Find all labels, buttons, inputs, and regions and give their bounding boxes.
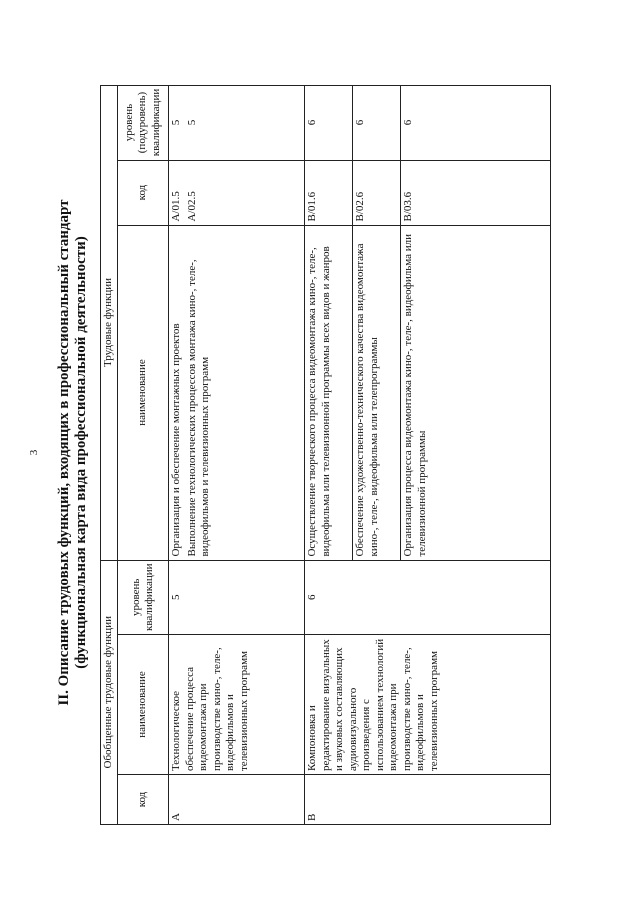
- table-header-row-columns: [118, 85, 169, 824]
- tf-level: 6: [305, 85, 353, 160]
- tf-code: B/01.6: [305, 160, 353, 225]
- tf-name: Выполнение технологических процессов монтажа кино-, теле-, видеофильмов и телевизионных программ: [185, 225, 305, 560]
- header-function-code: код: [118, 160, 169, 225]
- gf-level: 5: [169, 560, 305, 634]
- header-function-name: наименование: [118, 225, 169, 560]
- tf-code: B/02.6: [353, 160, 401, 225]
- header-function-level: уровень (подуровень) квалификации: [118, 85, 169, 160]
- tf-name: Обеспечение художественно-технического качества видеомонтажа кино-, теле-, видеофильма или телепрограммы: [353, 225, 401, 560]
- tf-level: 5: [169, 85, 185, 160]
- section-subtitle: (функциональная карта вида профессиональной деятельности): [73, 236, 89, 669]
- header-code: код: [118, 775, 169, 825]
- gf-code: A: [169, 775, 305, 825]
- header-generalized-functions: Обобщенные трудовые функции: [101, 560, 118, 824]
- header-labor-functions: Трудовые функции: [101, 85, 118, 560]
- tf-code: B/03.6: [401, 160, 551, 225]
- gf-code: B: [305, 775, 551, 825]
- header-qualification-level: уровень квалификации: [118, 560, 169, 634]
- tf-level: 5: [185, 85, 305, 160]
- tf-level: 6: [353, 85, 401, 160]
- gf-name: Технологическое обеспечение процесса видеомонтажа при производстве кино-, теле-, видеофильмов и телевизионных программ: [169, 635, 305, 775]
- tf-level: 6: [401, 85, 551, 160]
- table-row: [169, 85, 185, 824]
- gf-name: Компоновка и редактирование визуальных и звуковых составляющих аудиовизуального произведения с использованием технологий видеомонтажа при производстве кино-, теле-, видеофильмов и телевизионных программ: [305, 635, 551, 775]
- section-title: II. Описание трудовых функций, входящих в профессиональный стандарт: [56, 199, 72, 706]
- tf-name: Организация процесса видеомонтажа кино-, теле-, видеофильма или телевизионной программы: [401, 225, 551, 560]
- functional-map-table: [100, 85, 551, 825]
- header-name: наименование: [118, 635, 169, 775]
- tf-name: Осуществление творческого процесса видеомонтажа кино-, теле-, видеофильма или телевизионной программы всех видов и жанров: [305, 225, 353, 560]
- table-header-row-groups: [101, 85, 118, 824]
- table-row: [305, 85, 353, 824]
- gf-level: 6: [305, 560, 551, 634]
- tf-code: A/01.5: [169, 160, 185, 225]
- tf-name: Организация и обеспечение монтажных проектов: [169, 225, 185, 560]
- page-number: 3: [28, 449, 40, 456]
- tf-code: A/02.5: [185, 160, 305, 225]
